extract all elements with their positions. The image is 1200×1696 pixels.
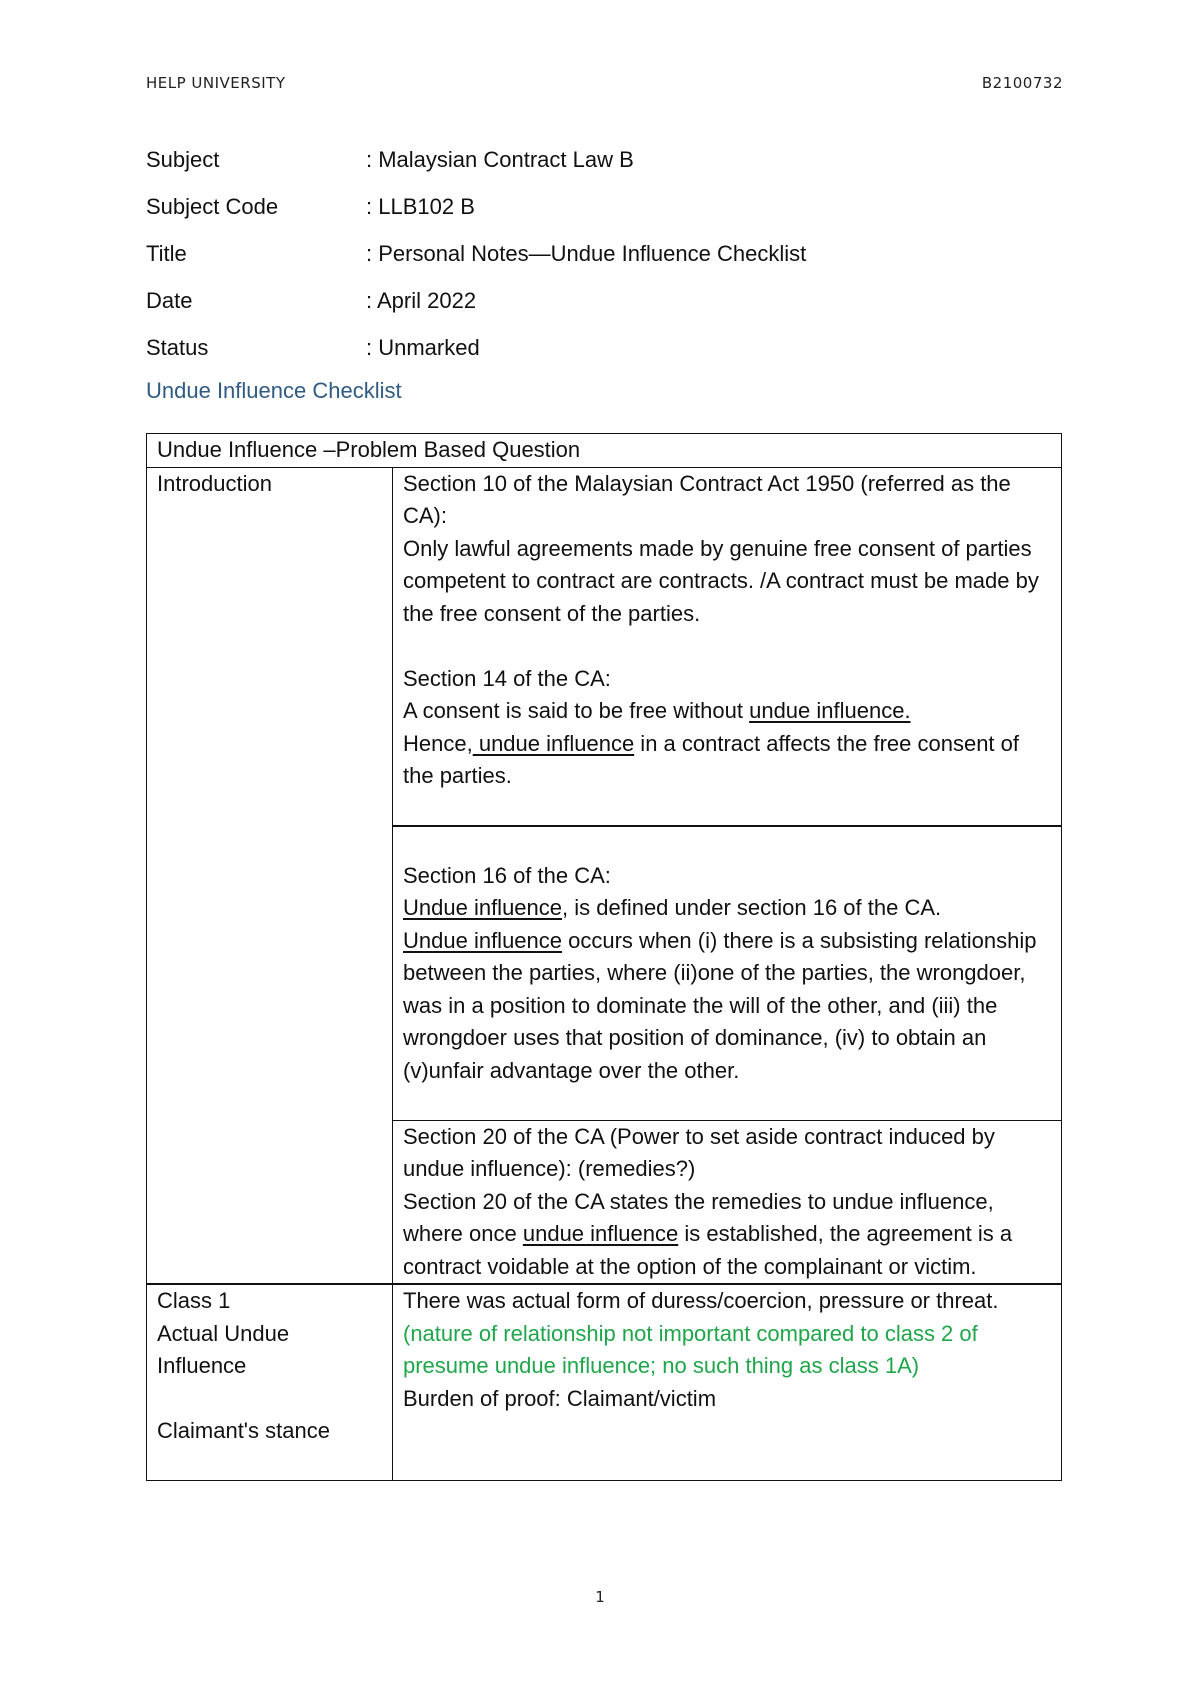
s16-title: Section 16 of the CA: xyxy=(403,862,611,888)
cell-sections-10-14 xyxy=(393,467,1062,826)
intro-label: Introduction xyxy=(147,467,393,1284)
meta-row-date xyxy=(146,287,1066,334)
meta-row-subject-code xyxy=(146,193,1066,240)
meta-row-title xyxy=(146,240,1066,287)
meta-label: Title xyxy=(146,241,187,266)
header-university: HELP UNIVERSITY xyxy=(146,74,286,92)
s16-body: Undue influence, is defined under section 16 of the CA. Undue influence occurs when (i) there is a subsisting relationship between the parties, where (ii)one of the parties, the wrongdoer, was in a position to dominate the will of the other, and (iii) the wrongdoer uses that position of dominance, (iv) to obtain an (v)unfair advantage over the other. xyxy=(403,895,1037,1083)
class1-content-cell xyxy=(393,1284,1062,1481)
s20-title: Section 20 of the CA (Power to set aside contract induced by undue influence): (remedies?) xyxy=(403,1123,995,1181)
meta-value: : Personal Notes—Undue Influence Checklist xyxy=(366,241,807,266)
s10-title: Section 10 of the Malaysian Contract Act 1950 (referred as the CA): xyxy=(403,470,1011,528)
table-heading-row xyxy=(147,434,1062,468)
meta-value: : April 2022 xyxy=(366,288,477,313)
underline-term: undue influence xyxy=(472,730,635,756)
class1-label-cell xyxy=(147,1284,393,1481)
s14-title: Section 14 of the CA: xyxy=(403,665,611,691)
meta-label: Subject Code xyxy=(146,194,279,219)
header-student-id: B2100732 xyxy=(981,74,1063,92)
cell-section-16 xyxy=(393,826,1062,1120)
class1-stance: Claimant's stance xyxy=(157,1418,330,1443)
class1-sublabel: Actual Undue Influence xyxy=(157,1320,290,1378)
meta-value: : LLB102 B xyxy=(366,194,475,219)
meta-value: : Unmarked xyxy=(366,335,480,360)
meta-value: : Malaysian Contract Law B xyxy=(366,147,634,172)
class1-note: (nature of relationship not important compared to class 2 of presume undue influence; no such thing as class 1A) xyxy=(403,1320,978,1378)
s10-body: Only lawful agreements made by genuine free consent of parties competent to contract are contracts. /A contract must be made by the free consent of the parties. xyxy=(403,535,1039,626)
checklist-table xyxy=(146,433,1062,1481)
table-row-intro-a xyxy=(147,467,1062,826)
meta-row-status xyxy=(146,334,1066,381)
underline-term: Undue influence xyxy=(403,927,563,953)
underline-term: undue influence. xyxy=(749,698,911,723)
table-row-class1 xyxy=(147,1284,1062,1481)
class1-label: Class 1 xyxy=(157,1288,231,1313)
underline-term: undue influence xyxy=(522,1221,679,1246)
underline-term: Undue influence xyxy=(403,895,563,920)
page-number: 1 xyxy=(595,1588,605,1606)
meta-block xyxy=(146,146,1066,381)
class1-burden: Burden of proof: Claimant/victim xyxy=(403,1385,717,1411)
meta-label: Date xyxy=(146,288,193,313)
meta-label: Subject xyxy=(146,147,220,172)
s20-body: Section 20 of the CA states the remedies to undue influence, where once undue influence is established, the agreement is a contract voidable at the option of the complainant or victim. xyxy=(403,1188,1013,1279)
meta-row-subject xyxy=(146,146,1066,193)
s14-body: A consent is said to be free without undue influence. Hence, undue influence in a contract affects the free consent of the parties. xyxy=(403,698,1020,788)
meta-label: Status xyxy=(146,335,209,360)
table-heading: Undue Influence –Problem Based Question xyxy=(147,434,1062,468)
section-title: Undue Influence Checklist xyxy=(146,378,402,403)
cell-section-20 xyxy=(393,1120,1062,1284)
class1-text: There was actual form of duress/coercion, pressure or threat. xyxy=(403,1288,999,1313)
